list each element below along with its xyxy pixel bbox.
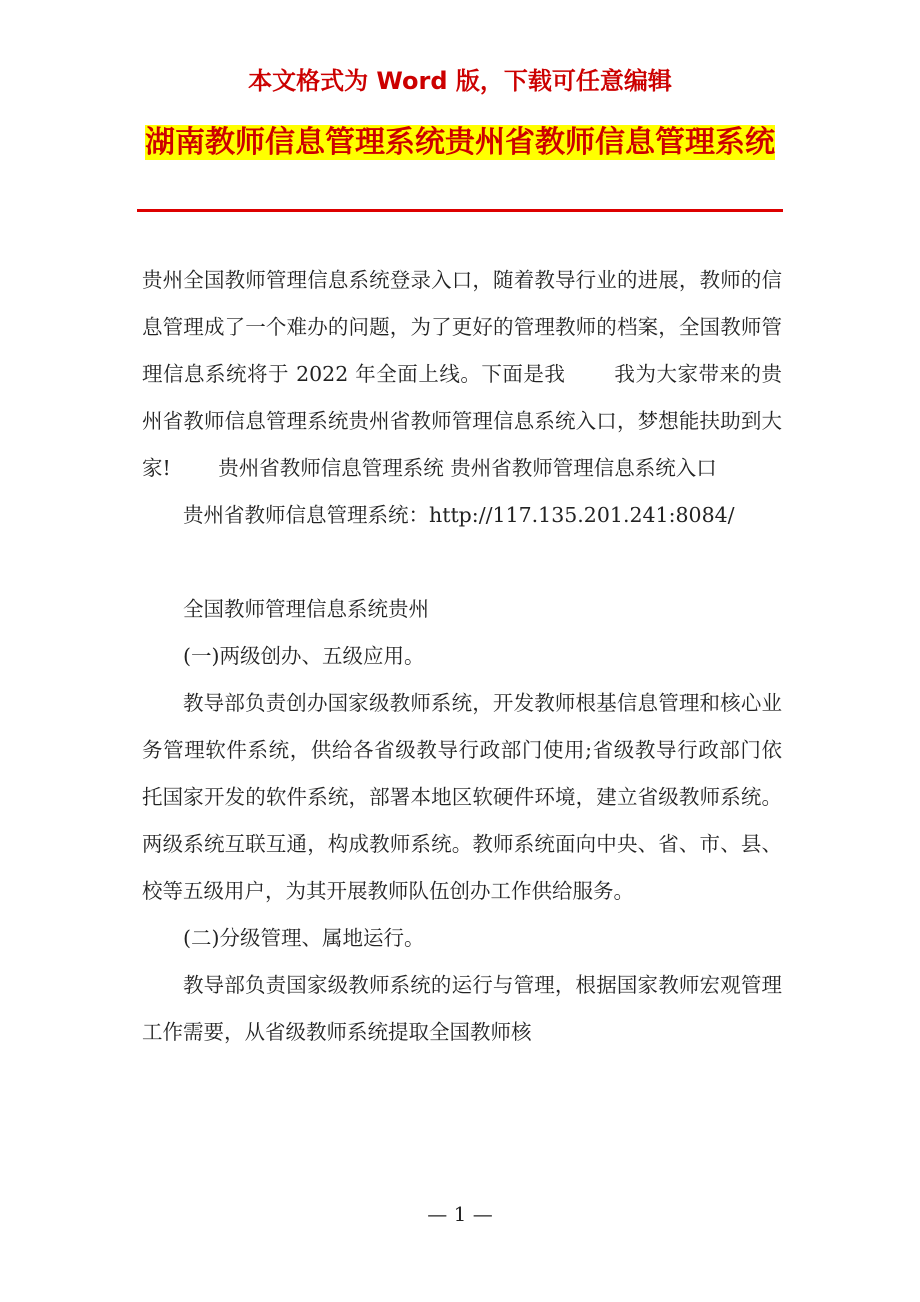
subsection-heading-1: (一)两级创办、五级应用。 [183,644,425,668]
intro-paragraph: 贵州全国教师管理信息系统登录入口，随着教导行业的进展，教师的信息管理成了一个难办的问题，为了更好的管理教师的档案，全国教师管理信息系统将于 2022 年全面上线。下面是我 我为大家带来的贵州省教师信息管理系统贵州省教师管理信息系统入口，梦想能扶助到大家! 贵州省教师信息管理系统 贵州省教师管理信息系统入口 [142,268,782,480]
title-divider [137,209,783,212]
subsection-paragraph-2: 教导部负责国家级教师系统的运行与管理，根据国家教师宏观管理工作需要，从省级教师系统提取全国教师核 [142,973,782,1044]
url-paragraph: 贵州省教师信息管理系统：http://117.135.201.241:8084/ [183,503,735,527]
subsection-paragraph-1: 教导部负责创办国家级教师系统，开发教师根基信息管理和核心业务管理软件系统，供给各省级教导行政部门使用;省级教导行政部门依托国家开发的软件系统，部署本地区软硬件环境，建立省级教师系统。两级系统互联互通，构成教师系统。教师系统面向中央、省、市、县、校等五级用户，为其开展教师队伍创办工作供给服务。 [142,691,782,903]
document-title: 湖南教师信息管理系统贵州省教师信息管理系统 [145,125,775,160]
section-heading: 全国教师管理信息系统贵州 [183,597,429,621]
document-body [142,257,782,1056]
document-title-block [140,118,780,168]
format-notice: 本文格式为 Word 版，下载可任意编辑 [248,67,672,95]
subsection-heading-2: (二)分级管理、属地运行。 [183,926,425,950]
page-number: — 1 — [427,1202,493,1226]
paragraph-spacer [142,539,782,586]
